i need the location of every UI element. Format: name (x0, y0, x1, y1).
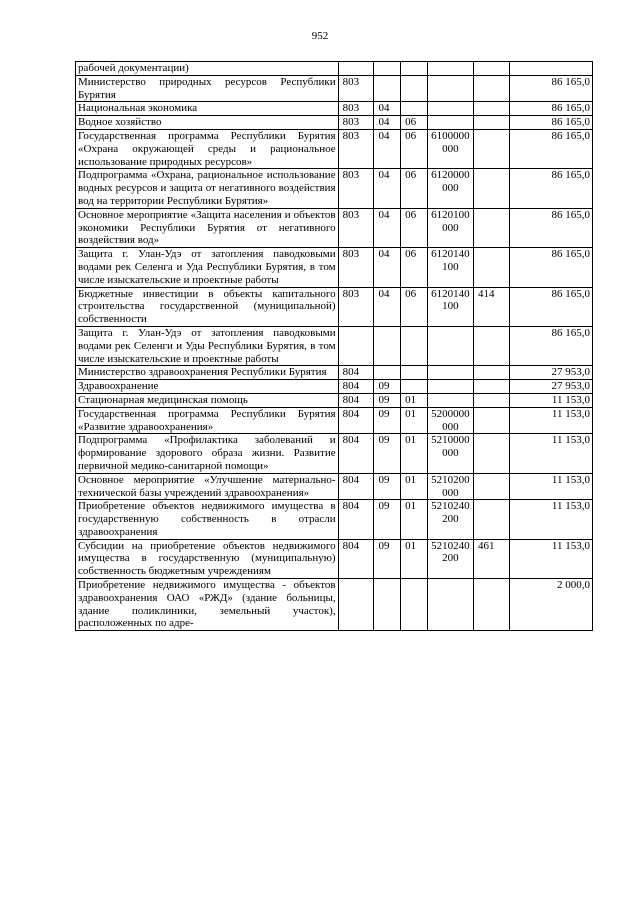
amount-cell: 11 153,0 (509, 473, 592, 500)
row-name-cell: Министерство здравоохранения Республики Бурятия (76, 366, 339, 380)
subsection-cell (401, 102, 428, 116)
subsection-cell: 01 (401, 407, 428, 434)
expense-type-cell: 461 (473, 539, 509, 578)
row-name-cell: Государственная программа Республики Бурятия «Охрана окружающей среды и рациональное использование природных ресурсов» (76, 129, 339, 168)
section-cell: 04 (374, 248, 401, 287)
expense-type-cell: 414 (473, 287, 509, 326)
ministry-code-cell: 803 (338, 169, 374, 208)
row-name-cell: Бюджетные инвестиции в объекты капитального строительства государственной (муниципальной) собственности (76, 287, 339, 326)
ministry-code-cell: 804 (338, 380, 374, 394)
target-article-cell: 5200000 000 (427, 407, 473, 434)
target-article-cell: 6120100 000 (427, 208, 473, 247)
amount-cell: 86 165,0 (509, 248, 592, 287)
table-row (76, 393, 593, 407)
subsection-cell: 06 (401, 129, 428, 168)
section-cell: 04 (374, 116, 401, 130)
amount-cell: 2 000,0 (509, 579, 592, 631)
subsection-cell: 01 (401, 473, 428, 500)
expense-type-cell (473, 75, 509, 102)
section-cell: 09 (374, 539, 401, 578)
table-row (76, 129, 593, 168)
row-name-cell: Основное мероприятие «Улучшение материально-технической базы учреждений здравоохранения» (76, 473, 339, 500)
section-cell: 04 (374, 208, 401, 247)
ministry-code-cell: 804 (338, 539, 374, 578)
subsection-cell (401, 366, 428, 380)
section-cell (374, 62, 401, 76)
amount-cell (509, 62, 592, 76)
target-article-cell (427, 380, 473, 394)
table-row (76, 116, 593, 130)
expense-type-cell (473, 169, 509, 208)
subsection-cell: 06 (401, 169, 428, 208)
section-cell: 04 (374, 129, 401, 168)
subsection-cell: 01 (401, 434, 428, 473)
amount-cell: 11 153,0 (509, 393, 592, 407)
expense-type-cell (473, 208, 509, 247)
amount-cell: 86 165,0 (509, 116, 592, 130)
section-cell: 09 (374, 500, 401, 539)
budget-table (75, 61, 593, 631)
amount-cell: 86 165,0 (509, 326, 592, 365)
expense-type-cell (473, 393, 509, 407)
row-name-cell: Основное мероприятие «Защита населения и объектов экономики Республики Бурятия от негативного воздействия вод» (76, 208, 339, 247)
ministry-code-cell: 803 (338, 248, 374, 287)
expense-type-cell (473, 62, 509, 76)
section-cell (374, 366, 401, 380)
table-row (76, 102, 593, 116)
subsection-cell: 01 (401, 393, 428, 407)
table-row (76, 380, 593, 394)
table-row (76, 75, 593, 102)
expense-type-cell (473, 500, 509, 539)
row-name-cell: Субсидии на приобретение объектов недвижимого имущества в государственную (муниципальную) собственность бюджетным учреждениям (76, 539, 339, 578)
table-row (76, 366, 593, 380)
table-row (76, 326, 593, 365)
subsection-cell (401, 75, 428, 102)
subsection-cell: 06 (401, 248, 428, 287)
section-cell: 09 (374, 380, 401, 394)
subsection-cell: 06 (401, 287, 428, 326)
subsection-cell (401, 62, 428, 76)
table-row (76, 62, 593, 76)
amount-cell: 27 953,0 (509, 380, 592, 394)
target-article-cell (427, 366, 473, 380)
expense-type-cell (473, 473, 509, 500)
expense-type-cell (473, 248, 509, 287)
row-name-cell: Защита г. Улан-Удэ от затопления паводковыми водами рек Селенги и Уды Республики Бурятия, в том числе изыскательские и проектные работы (76, 326, 339, 365)
amount-cell: 86 165,0 (509, 287, 592, 326)
row-name-cell: Водное хозяйство (76, 116, 339, 130)
table-row (76, 407, 593, 434)
section-cell: 04 (374, 169, 401, 208)
ministry-code-cell: 803 (338, 208, 374, 247)
ministry-code-cell: 803 (338, 287, 374, 326)
subsection-cell (401, 579, 428, 631)
target-article-cell (427, 75, 473, 102)
table-row (76, 539, 593, 578)
ministry-code-cell: 804 (338, 366, 374, 380)
amount-cell: 27 953,0 (509, 366, 592, 380)
section-cell: 04 (374, 102, 401, 116)
amount-cell: 11 153,0 (509, 407, 592, 434)
row-name-cell: Подпрограмма «Охрана, рациональное использование водных ресурсов и защита от негативного воздействия вод на территории Республики Бурятия» (76, 169, 339, 208)
target-article-cell: 5210000 000 (427, 434, 473, 473)
row-name-cell: Государственная программа Республики Бурятия «Развитие здравоохранения» (76, 407, 339, 434)
section-cell: 09 (374, 473, 401, 500)
expense-type-cell (473, 434, 509, 473)
expense-type-cell (473, 366, 509, 380)
expense-type-cell (473, 129, 509, 168)
target-article-cell: 6120000 000 (427, 169, 473, 208)
row-name-cell: Подпрограмма «Профилактика заболеваний и формирование здорового образа жизни. Развитие первичной медико-санитарной помощи» (76, 434, 339, 473)
section-cell (374, 75, 401, 102)
target-article-cell (427, 326, 473, 365)
ministry-code-cell: 804 (338, 407, 374, 434)
ministry-code-cell: 804 (338, 393, 374, 407)
subsection-cell (401, 326, 428, 365)
table-row (76, 579, 593, 631)
amount-cell: 86 165,0 (509, 129, 592, 168)
row-name-cell: Национальная экономика (76, 102, 339, 116)
table-row (76, 434, 593, 473)
table-row (76, 248, 593, 287)
subsection-cell: 06 (401, 208, 428, 247)
row-name-cell: Стационарная медицинская помощь (76, 393, 339, 407)
target-article-cell: 6100000 000 (427, 129, 473, 168)
ministry-code-cell: 803 (338, 75, 374, 102)
section-cell (374, 579, 401, 631)
row-name-cell: рабочей документации) (76, 62, 339, 76)
amount-cell: 86 165,0 (509, 169, 592, 208)
target-article-cell (427, 62, 473, 76)
page-number: 952 (311, 30, 329, 42)
expense-type-cell (473, 116, 509, 130)
amount-cell: 86 165,0 (509, 102, 592, 116)
budget-table-body (76, 62, 593, 631)
amount-cell: 11 153,0 (509, 539, 592, 578)
target-article-cell (427, 393, 473, 407)
target-article-cell (427, 116, 473, 130)
ministry-code-cell (338, 62, 374, 76)
expense-type-cell (473, 380, 509, 394)
row-name-cell: Защита г. Улан-Удэ от затопления паводковыми водами рек Селенга и Уда Республики Бурятия, в том числе изыскательские и проектные работы (76, 248, 339, 287)
amount-cell: 86 165,0 (509, 75, 592, 102)
amount-cell: 11 153,0 (509, 500, 592, 539)
subsection-cell (401, 380, 428, 394)
ministry-code-cell: 804 (338, 473, 374, 500)
row-name-cell: Приобретение недвижимого имущества - объектов здравоохранения ОАО «РЖД» (здание больницы, здание поликлиники, земельный участок), расположенных по адре- (76, 579, 339, 631)
table-row (76, 287, 593, 326)
target-article-cell (427, 102, 473, 116)
target-article-cell (427, 579, 473, 631)
row-name-cell: Приобретение объектов недвижимого имущества в государственную собственность в отрасли здравоохранения (76, 500, 339, 539)
ministry-code-cell: 803 (338, 129, 374, 168)
section-cell: 04 (374, 287, 401, 326)
target-article-cell: 5210200 000 (427, 473, 473, 500)
target-article-cell: 5210240 200 (427, 539, 473, 578)
table-row (76, 208, 593, 247)
section-cell: 09 (374, 393, 401, 407)
target-article-cell: 6120140 100 (427, 248, 473, 287)
expense-type-cell (473, 407, 509, 434)
table-row (76, 169, 593, 208)
ministry-code-cell: 803 (338, 116, 374, 130)
target-article-cell: 6120140 100 (427, 287, 473, 326)
target-article-cell: 5210240 200 (427, 500, 473, 539)
table-row (76, 500, 593, 539)
ministry-code-cell (338, 326, 374, 365)
section-cell: 09 (374, 407, 401, 434)
ministry-code-cell (338, 579, 374, 631)
section-cell: 09 (374, 434, 401, 473)
section-cell (374, 326, 401, 365)
row-name-cell: Здравоохранение (76, 380, 339, 394)
ministry-code-cell: 803 (338, 102, 374, 116)
subsection-cell: 01 (401, 500, 428, 539)
ministry-code-cell: 804 (338, 500, 374, 539)
expense-type-cell (473, 326, 509, 365)
expense-type-cell (473, 579, 509, 631)
subsection-cell: 01 (401, 539, 428, 578)
amount-cell: 86 165,0 (509, 208, 592, 247)
row-name-cell: Министерство природных ресурсов Республики Бурятия (76, 75, 339, 102)
table-row (76, 473, 593, 500)
amount-cell: 11 153,0 (509, 434, 592, 473)
expense-type-cell (473, 102, 509, 116)
ministry-code-cell: 804 (338, 434, 374, 473)
subsection-cell: 06 (401, 116, 428, 130)
